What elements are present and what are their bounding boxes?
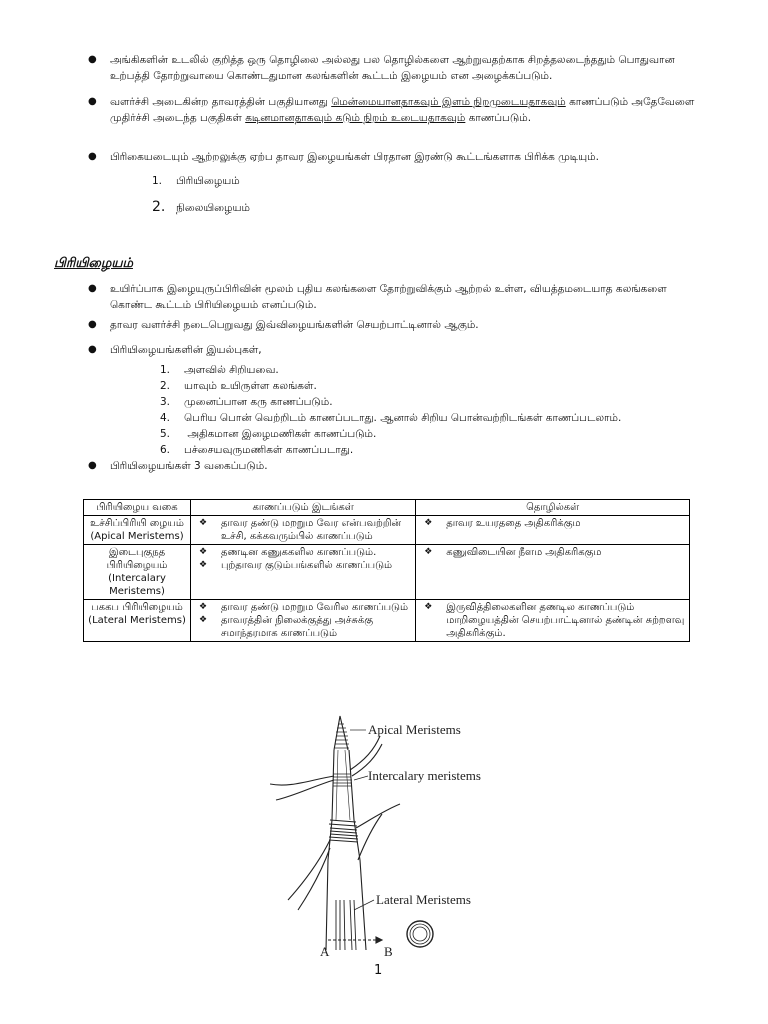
table-header-row (84, 500, 690, 516)
property-number: 4. (160, 412, 171, 424)
label-b: B (384, 944, 393, 958)
leaf-left-lower (288, 840, 330, 900)
cell-text: தாவரத்தின் நிலைக்குத்து அச்சுக்கு சமாந்தரமாக காணப்படும் (221, 615, 374, 639)
functions-cell (416, 600, 690, 642)
label-apical-meristems: Apical Meristems (368, 722, 461, 737)
cell-text: தாவர தண்டு மறறும வேரில காணப்படும் (221, 602, 409, 613)
section-bullet (88, 342, 700, 358)
cell-list-item (195, 601, 411, 614)
plant-stem-drawing (270, 716, 433, 950)
diamond-bullet-icon: ❖ (424, 602, 433, 612)
bullet-text (110, 94, 700, 126)
properties-list (160, 362, 621, 458)
cell-list-item (195, 517, 411, 543)
bullet-dot: ● (88, 96, 97, 107)
label-lateral-meristems: Lateral Meristems (376, 892, 471, 907)
section-bullet (88, 317, 700, 333)
label-intercalary-meristems: Intercalary meristems (368, 768, 481, 783)
cell-text: கணுவிடையின நீளம அதிகரிககும (446, 547, 602, 558)
cell-text: புற்தாவர குடும்பங்களில் காணப்படும் (221, 560, 393, 571)
text-segment: காணப்படும் அதேவேளை முதிர்ச்சி அடைந்த பகுதிகள் (110, 96, 695, 124)
text-segment: காணப்படும். (465, 112, 532, 124)
section-bullet (88, 458, 700, 474)
property-item (160, 394, 621, 410)
table-header-functions: தொழில்கள் (416, 500, 690, 516)
diamond-bullet-icon: ❖ (199, 518, 208, 528)
property-text: யாவும் உயிருள்ள கலங்கள். (184, 380, 317, 392)
diamond-bullet-icon: ❖ (424, 518, 433, 528)
bullet-dot: ● (88, 283, 97, 294)
property-item (160, 426, 621, 442)
cell-list-item (420, 517, 685, 530)
cross-section-inner (413, 927, 427, 941)
diamond-bullet-icon: ❖ (199, 560, 208, 570)
cell-text: இருவித்திலைகளின தணடில காணப்படும் மாறிழையத்தின் செயற்பாட்டினால் தண்டின் சுற்றளவு அதிகரிக்கும். (446, 602, 685, 639)
cell-list-item (420, 546, 685, 559)
diamond-bullet-icon: ❖ (199, 547, 208, 557)
page-number: 1 (374, 963, 383, 978)
lateral-meristem-lines (336, 900, 356, 950)
tissue-type-2 (152, 199, 250, 216)
tissue-type-label: நிலையிழையம் (176, 202, 250, 214)
property-text: அதிகமான இழைமணிகள் காணப்படும். (184, 428, 377, 440)
property-text: முனைப்பான கரு காணப்படும். (184, 396, 333, 408)
cell-text: தாவர உயரததை அதிகரிக்கும (446, 518, 581, 529)
places-cell (191, 516, 416, 545)
bullet-text: தாவர வளர்ச்சி நடைபெறுவது இவ்விழையங்களின் செயற்பாட்டினால் ஆகும். (110, 319, 479, 331)
property-item (160, 410, 621, 426)
diamond-bullet-icon: ❖ (424, 547, 433, 557)
property-item (160, 378, 621, 394)
stem-node (329, 820, 357, 826)
table-row (84, 600, 690, 642)
intercalary-band-1 (333, 774, 352, 786)
table-body (84, 516, 690, 642)
cell-list-item (195, 546, 411, 559)
property-number: 1. (160, 364, 171, 376)
meristem-type-cell: இடைபுகுநத பிரியிழையம் (Intercalary Meristems) (84, 545, 191, 600)
intercalary-band-2 (329, 828, 358, 842)
stem-apex (334, 716, 348, 750)
intro-bullet (88, 94, 700, 126)
bullet-text (110, 149, 700, 165)
functions-cell (416, 516, 690, 545)
property-item (160, 362, 621, 378)
meristem-type-cell: பககப பிரியிழையம் (Lateral Meristems) (84, 600, 191, 642)
table-header-type: பிரியிழைய வகை (84, 500, 191, 516)
property-number: 5. (160, 428, 171, 440)
text-segment: பிரிகையடையும் ஆற்றலுக்கு ஏற்ப தாவர இழையங்கள் பிரதான இரண்டு கூட்டங்களாக பிரிக்க முடியும். (110, 151, 599, 163)
functions-cell (416, 545, 690, 600)
leaf-right-middle (356, 804, 400, 828)
underlined-phrase: கடினமானதாகவும் கடும் நிறம் உடையதாகவும் (245, 112, 466, 124)
cell-list-item (195, 559, 411, 572)
bullet-dot: ● (88, 151, 97, 162)
leaf-left-upper-edge (276, 780, 334, 800)
property-number: 3. (160, 396, 171, 408)
bullet-text (110, 52, 700, 84)
diamond-bullet-icon: ❖ (199, 615, 208, 625)
text-segment: வளர்ச்சி அடைகின்ற தாவரத்தின் பகுதியானது (110, 96, 332, 108)
section-bullet (88, 281, 700, 313)
stem-inner-lines (336, 750, 350, 820)
tissue-type-number: 2. (152, 199, 166, 215)
bullet-dot: ● (88, 344, 97, 355)
diamond-bullet-icon: ❖ (199, 602, 208, 612)
section-heading: பிரியிழையம் (54, 256, 133, 271)
property-item (160, 442, 621, 458)
intercalary-pointer (354, 776, 368, 780)
table-row (84, 516, 690, 545)
table-header-places: காணப்படும் இடங்கள் (191, 500, 416, 516)
cross-section-outer (407, 921, 433, 947)
leaf-right-lower (358, 814, 382, 860)
table-row (84, 545, 690, 600)
cell-list-item (195, 614, 411, 640)
leaf-left-lower-edge (298, 848, 330, 910)
bullet-text: உயிர்ப்பாக இழையுருப்பிரிவின் மூலம் புதிய கலங்களை தோற்றுவிக்கும் ஆற்றல் உள்ள, வியத்தமடையாத கலங்களை கொண்ட கூட்டம் பிரியிழையம் எனப்படும். (110, 283, 667, 311)
property-text: பெரிய பொன் வெற்றிடம் காணப்படாது. ஆனால் சிறிய பொன்வற்றிடங்கள் காணப்படலாம். (184, 412, 622, 424)
bullet-dot: ● (88, 460, 97, 471)
bullet-dot: ● (88, 319, 97, 330)
tissue-type-1 (152, 173, 240, 189)
property-text: பச்சையவுருமணிகள் காணப்படாது. (184, 444, 354, 456)
cell-list-item (420, 601, 685, 640)
bullet-text: பிரியிழையங்கள் 3 வகைப்படும். (110, 460, 268, 472)
meristem-diagram (270, 710, 510, 958)
label-a: A (320, 944, 330, 958)
meristem-table (83, 499, 690, 642)
cell-text: தாவர தண்டு மறறும வேர என்பவற்றின் உச்சி, கக்கவரும்பில் காணப்படும் (221, 518, 402, 542)
cell-text: தணடின கணுககளில காணப்படும். (221, 547, 377, 558)
tissue-type-number: 1. (152, 175, 163, 187)
places-cell (191, 545, 416, 600)
intro-bullet (88, 149, 700, 165)
bullet-text: பிரியிழையங்களின் இயல்புகள், (110, 344, 262, 356)
property-number: 6. (160, 444, 171, 456)
underlined-phrase: மென்மையானதாகவும் இளம் நிறமுடையதாகவும் (331, 96, 566, 108)
places-cell (191, 600, 416, 642)
text-segment: அங்கிகளின் உடலில் குறித்த ஒரு தொழிலை அல்லது பல தொழில்களை ஆற்றுவதற்காக சிறத்தலடைந்ததும் பொதுவான உற்பத்தி தோற்றுவாயை கொண்டதுமான கலங்களின் கூட்டம் இழையம் என அழைக்கப்படும். (110, 54, 675, 82)
meristem-type-cell: உச்சிப்பிரியி ழையம் (Apical Meristems) (84, 516, 191, 545)
bullet-dot: ● (88, 54, 97, 65)
property-number: 2. (160, 380, 171, 392)
tissue-type-label: பிரியிழையம் (176, 175, 240, 187)
intro-bullet (88, 52, 700, 84)
section-arrow-head (376, 937, 382, 943)
property-text: அளவில் சிறியவை. (184, 364, 279, 376)
lateral-pointer (354, 900, 374, 910)
leaf-right-upper (350, 736, 380, 770)
